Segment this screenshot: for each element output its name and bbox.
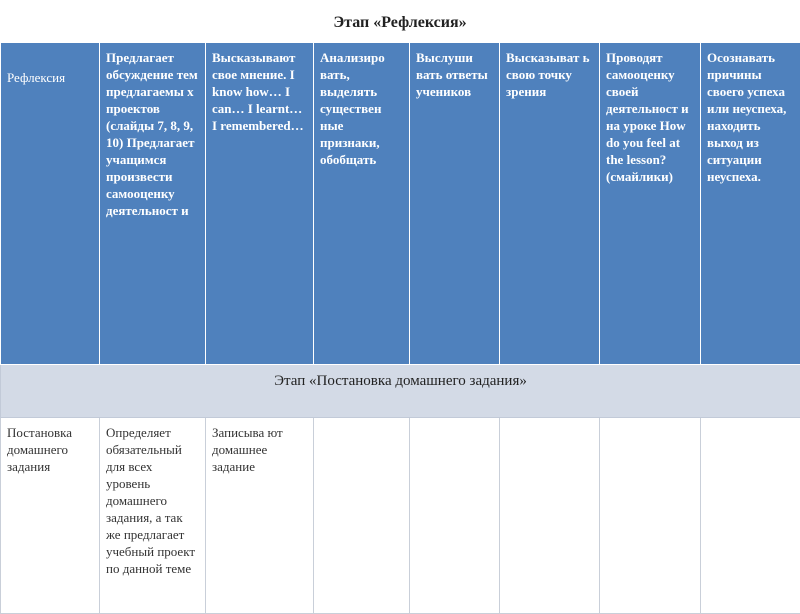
lesson-plan-table: [0, 42, 800, 614]
homework-row: [1, 418, 800, 614]
student-activity-cell: Высказывают свое мнение. I know how… I can… I learnt… I remembered…: [206, 43, 314, 365]
reflection-row: [1, 43, 800, 365]
homework-stage-name-cell: Постановка домашнего задания: [1, 418, 100, 614]
homework-student-cell: Записыва ют домашнее задание: [206, 418, 314, 614]
homework-empty-cell: [410, 418, 500, 614]
self-assessment-cell: Проводят самооценку своей деятельност и на уроке How do you feel at the lesson? (смайлики): [600, 43, 701, 365]
lesson-plan-table-wrapper: [0, 42, 800, 614]
homework-empty-cell: [500, 418, 600, 614]
viewpoint-skills-cell: Высказыват ь свою точку зрения: [500, 43, 600, 365]
cognitive-skills-cell: Анализиро вать, выделять существен ные признаки, обобщать: [314, 43, 410, 365]
homework-stage-title: Этап «Постановка домашнего задания»: [1, 365, 800, 418]
stage-name-cell: Рефлексия: [1, 43, 100, 365]
stage-title-row: [1, 365, 800, 418]
homework-empty-cell: [600, 418, 701, 614]
teacher-activity-cell: Предлагает обсуждение тем предлагаемы х проектов (слайды 7, 8, 9, 10) Предлагает учащимся произвести самооценку деятельност и: [100, 43, 206, 365]
homework-teacher-cell: Определяет обязательный для всех уровень домашнего задания, а так же предлагает учебный проект по данной теме: [100, 418, 206, 614]
personal-skills-cell: Осознавать причины своего успеха или неуспеха, находить выход из ситуации неуспеха.: [701, 43, 800, 365]
communicative-skills-cell: Выслуши вать ответы учеников: [410, 43, 500, 365]
homework-empty-cell: [701, 418, 800, 614]
slide-title: Этап «Рефлексия»: [0, 14, 800, 32]
homework-empty-cell: [314, 418, 410, 614]
